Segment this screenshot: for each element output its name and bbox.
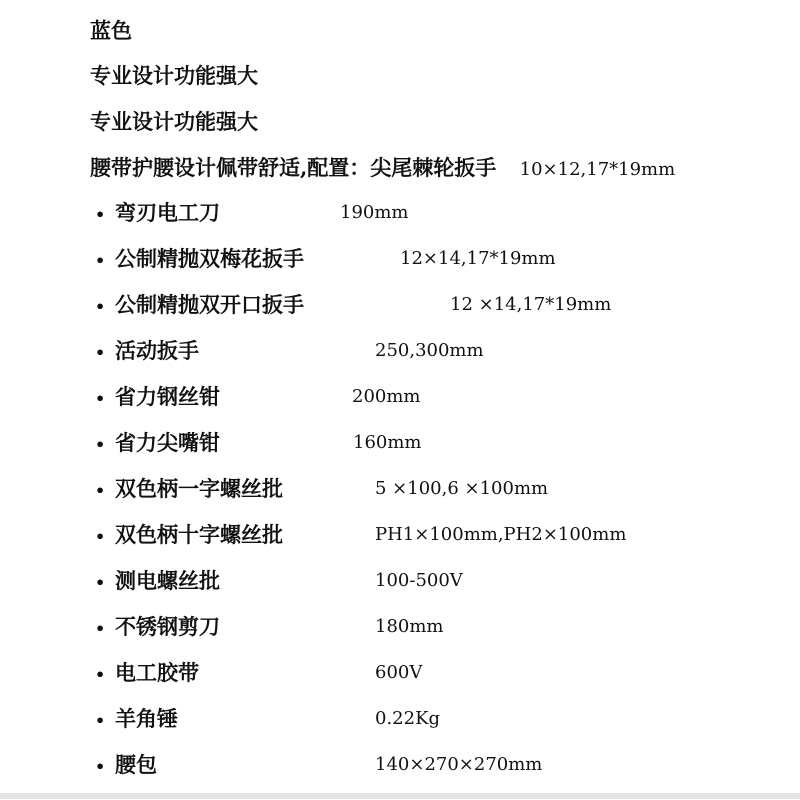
list-item xyxy=(95,705,441,733)
bullet-icon: • xyxy=(95,665,106,684)
item-name: 弯刃电工刀 xyxy=(115,200,220,225)
item-spec: 0.22Kg xyxy=(375,708,441,729)
item-name: 省力尖嘴钳 xyxy=(115,430,220,455)
item-spec: 140×270×270mm xyxy=(375,754,543,775)
config-text: 腰带护腰设计佩带舒适,配置：尖尾棘轮扳手 xyxy=(90,155,497,180)
item-name: 活动扳手 xyxy=(115,338,199,363)
item-name: 公制精抛双梅花扳手 xyxy=(115,246,304,271)
item-spec: 190mm xyxy=(340,202,409,223)
bullet-icon: • xyxy=(95,251,106,270)
bullet-icon: • xyxy=(95,757,106,776)
bullet-icon: • xyxy=(95,297,106,316)
config-spec: 10×12,17*19mm xyxy=(519,159,676,180)
item-spec: 100-500V xyxy=(375,570,463,591)
list-item xyxy=(95,567,463,595)
list-item xyxy=(95,659,423,687)
item-name: 测电螺丝批 xyxy=(115,568,220,593)
header-line-color: 蓝色 xyxy=(90,18,132,43)
item-spec: 5 ×100,6 ×100mm xyxy=(375,478,549,499)
bullet-icon: • xyxy=(95,389,106,408)
item-spec: 12 ×14,17*19mm xyxy=(450,294,612,315)
bullet-icon: • xyxy=(95,711,106,730)
bullet-icon: • xyxy=(95,573,106,592)
bullet-icon: • xyxy=(95,435,106,454)
bullet-icon: • xyxy=(95,527,106,546)
bullet-icon: • xyxy=(95,619,106,638)
list-item xyxy=(95,751,543,779)
item-spec: PH1×100mm,PH2×100mm xyxy=(375,524,627,545)
config-line xyxy=(90,154,675,184)
list-item xyxy=(95,245,556,273)
item-spec: 180mm xyxy=(375,616,444,637)
item-spec: 250,300mm xyxy=(375,340,484,361)
list-item xyxy=(95,475,549,503)
bullet-icon: • xyxy=(95,205,106,224)
item-name: 公制精抛双开口扳手 xyxy=(115,292,304,317)
list-item xyxy=(95,199,409,227)
item-name: 不锈钢剪刀 xyxy=(115,614,220,639)
item-spec: 160mm xyxy=(353,432,422,453)
item-spec: 12×14,17*19mm xyxy=(400,248,556,269)
header-line-feature-1: 专业设计功能强大 xyxy=(90,63,258,88)
list-item xyxy=(95,429,422,457)
list-item xyxy=(95,613,444,641)
bottom-divider xyxy=(0,793,800,799)
item-name: 省力钢丝钳 xyxy=(115,384,220,409)
item-name: 电工胶带 xyxy=(115,660,199,685)
list-item xyxy=(95,383,421,411)
item-spec: 600V xyxy=(375,662,423,683)
item-name: 双色柄十字螺丝批 xyxy=(115,522,283,547)
bullet-icon: • xyxy=(95,343,106,362)
header-line-feature-2: 专业设计功能强大 xyxy=(90,109,258,134)
item-name: 双色柄一字螺丝批 xyxy=(115,476,283,501)
list-item xyxy=(95,521,627,549)
item-spec: 200mm xyxy=(352,386,421,407)
bullet-icon: • xyxy=(95,481,106,500)
item-name: 腰包 xyxy=(115,752,157,777)
list-item xyxy=(95,291,612,319)
list-item xyxy=(95,337,484,365)
item-name: 羊角锤 xyxy=(115,706,178,731)
